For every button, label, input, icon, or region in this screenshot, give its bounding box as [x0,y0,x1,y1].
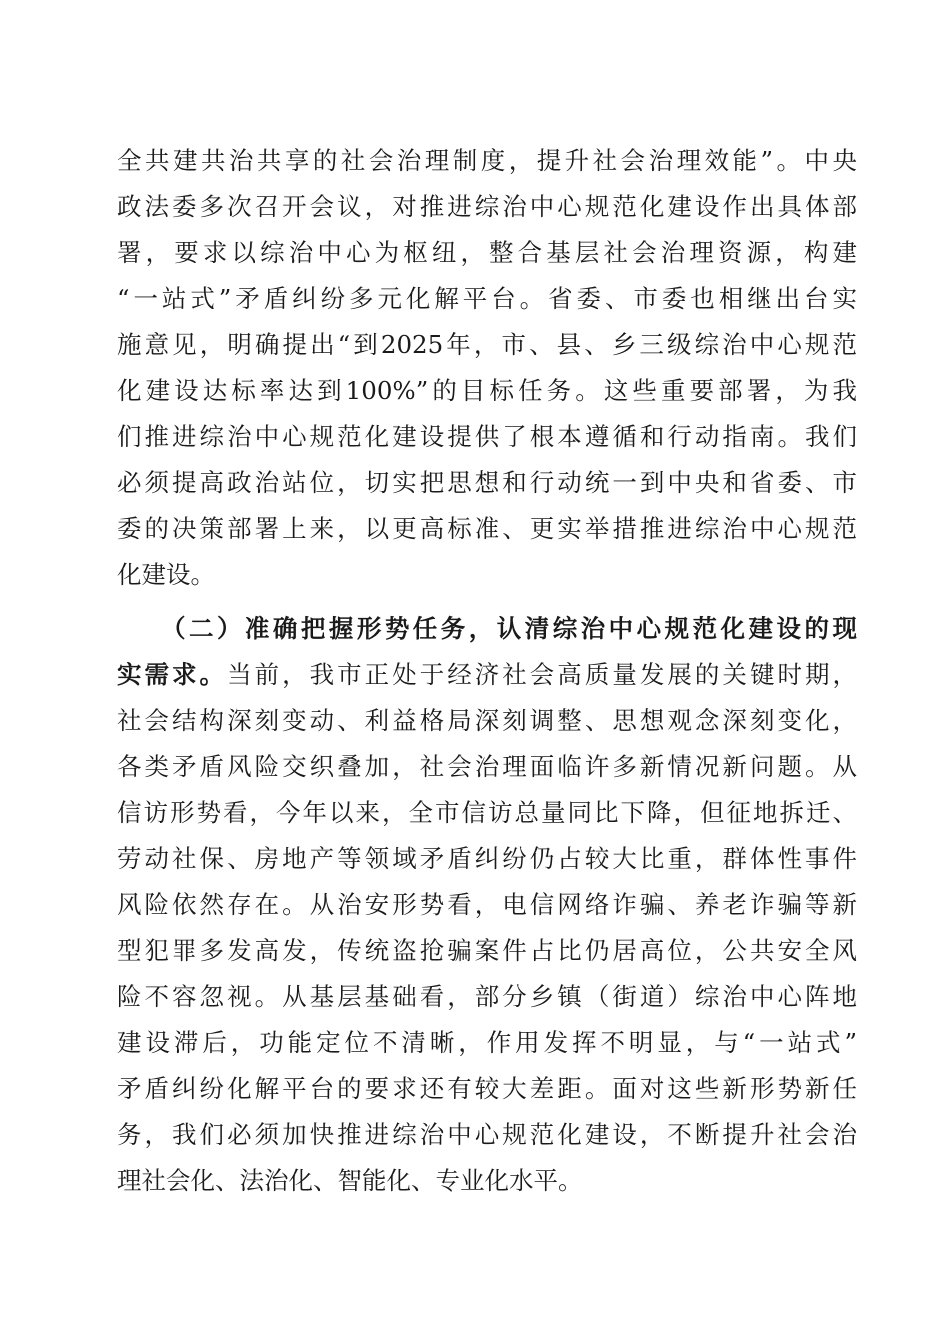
text-line: 政法委多次召开会议，对推进综治中心规范化建设作出具体部 [117,192,857,221]
text-line: 署，要求以综治中心为枢纽，整合基层社会治理资源，构建 [117,238,857,267]
document-body [117,138,857,1204]
text-line: 劳动社保、房地产等领域矛盾纠纷仍占较大比重，群体性事件 [117,844,857,873]
text-line: 社会结构深刻变动、利益格局深刻调整、思想观念深刻变化， [117,706,857,735]
section-heading-end: 实需求。 [117,660,228,689]
text-line: 各类矛盾风险交织叠加，社会治理面临许多新情况新问题。从 [117,752,857,781]
text-line: 型犯罪多发高发，传统盗抢骗案件占比仍居高位，公共安全风 [117,936,857,965]
text-line: 信访形势看，今年以来，全市信访总量同比下降，但征地拆迁、 [117,798,857,827]
text-line: “一站式”矛盾纠纷多元化解平台。省委、市委也相继出台实 [117,284,857,313]
text-line: 化建设达标率达到100%”的目标任务。这些重要部署，为我 [117,376,857,405]
text-line: 风险依然存在。从治安形势看，电信网络诈骗、养老诈骗等新 [117,890,857,919]
text-line: 理社会化、法治化、智能化、专业化水平。 [117,1166,583,1195]
paragraph-1 [117,138,857,598]
text-line: 必须提高政治站位，切实把思想和行动统一到中央和省委、市 [117,468,857,497]
text-line: 们推进综治中心规范化建设提供了根本遵循和行动指南。我们 [117,422,857,451]
text-line: 全共建共治共享的社会治理制度，提升社会治理效能”。中央 [117,146,857,175]
text-line [117,652,857,698]
text-line: 化建设。 [117,560,215,589]
text-line: 建设滞后，功能定位不清晰，作用发挥不明显，与“一站式” [117,1028,857,1057]
text-line: 委的决策部署上来，以更高标准、更实举措推进综治中心规范 [117,514,857,543]
text-line: 务，我们必须加快推进综治中心规范化建设，不断提升社会治 [117,1120,857,1149]
paragraph-gap [117,598,857,606]
paragraph-2 [117,606,857,1204]
text-line-rest: 当前，我市正处于经济社会高质量发展的关键时期， [227,660,857,689]
text-line: 矛盾纠纷化解平台的要求还有较大差距。面对这些新形势新任 [117,1074,857,1103]
section-heading: （二）准确把握形势任务，认清综治中心规范化建设的现 [161,614,857,643]
text-line: 险不容忽视。从基层基础看，部分乡镇（街道）综治中心阵地 [117,982,857,1011]
text-line: 施意见，明确提出“到2025年，市、县、乡三级综治中心规范 [117,330,857,359]
